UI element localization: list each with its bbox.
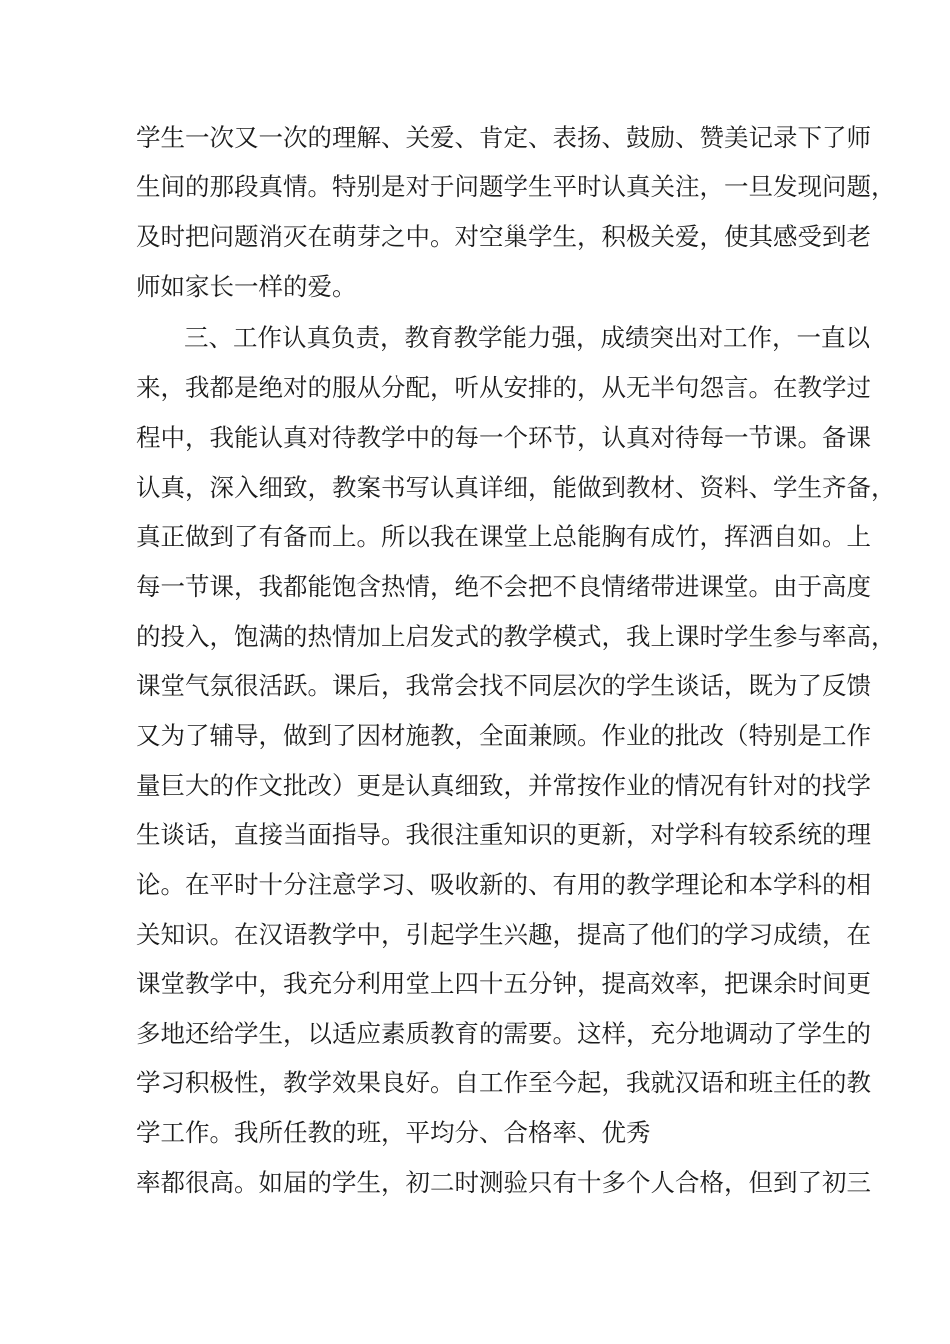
text-line: 及时把问题消灭在萌芽之中。对空巢学生，积极关爱，使其感受到老 <box>136 222 871 251</box>
text-line: 学工作。我所任教的班，平均分、合格率、优秀 <box>136 1118 651 1147</box>
text-line: 程中，我能认真对待教学中的每一个环节，认真对待每一节课。备课 <box>136 423 871 452</box>
text-line: 生谈话，直接当面指导。我很注重知识的更新，对学科有较系统的理 <box>136 820 871 849</box>
text-line: 师如家长一样的爱。 <box>136 272 357 301</box>
section-three-first-line: 三、工作认真负责，教育教学能力强，成绩突出对工作，一直以 <box>184 323 870 352</box>
text-line: 真正做到了有备而上。所以我在课堂上总能胸有成竹，挥洒自如。上 <box>136 522 871 551</box>
text-line: 多地还给学生，以适应素质教育的需要。这样，充分地调动了学生的 <box>136 1019 871 1048</box>
text-line: 关知识。在汉语教学中，引起学生兴趣，提高了他们的学习成绩，在 <box>136 920 871 949</box>
text-line: 学习积极性，教学效果良好。自工作至今起，我就汉语和班主任的教 <box>136 1068 871 1097</box>
text-line: 课堂教学中，我充分利用堂上四十五分钟，提高效率，把课余时间更 <box>136 969 871 998</box>
text-line: 的投入，饱满的热情加上启发式的教学模式，我上课时学生参与率高， <box>136 622 896 651</box>
text-line: 生间的那段真情。特别是对于问题学生平时认真关注，一旦发现问题， <box>136 172 896 201</box>
text-line: 学生一次又一次的理解、关爱、肯定、表扬、鼓励、赞美记录下了师 <box>136 123 871 152</box>
text-line: 率都很高。如届的学生，初二时测验只有十多个人合格，但到了初三 <box>136 1168 871 1197</box>
text-line: 每一节课，我都能饱含热情，绝不会把不良情绪带进课堂。由于高度 <box>136 572 871 601</box>
text-line: 课堂气氛很活跃。课后，我常会找不同层次的学生谈话，既为了反馈 <box>136 671 871 700</box>
text-line: 又为了辅导，做到了因材施教，全面兼顾。作业的批改（特别是工作 <box>136 721 871 750</box>
text-line: 量巨大的作文批改）更是认真细致，并常按作业的情况有针对的找学 <box>136 771 871 800</box>
text-line: 来，我都是绝对的服从分配，听从安排的，从无半句怨言。在教学过 <box>136 373 871 402</box>
text-line: 认真，深入细致，教案书写认真详细，能做到教材、资料、学生齐备， <box>136 473 896 502</box>
text-line: 论。在平时十分注意学习、吸收新的、有用的教学理论和本学科的相 <box>136 870 871 899</box>
